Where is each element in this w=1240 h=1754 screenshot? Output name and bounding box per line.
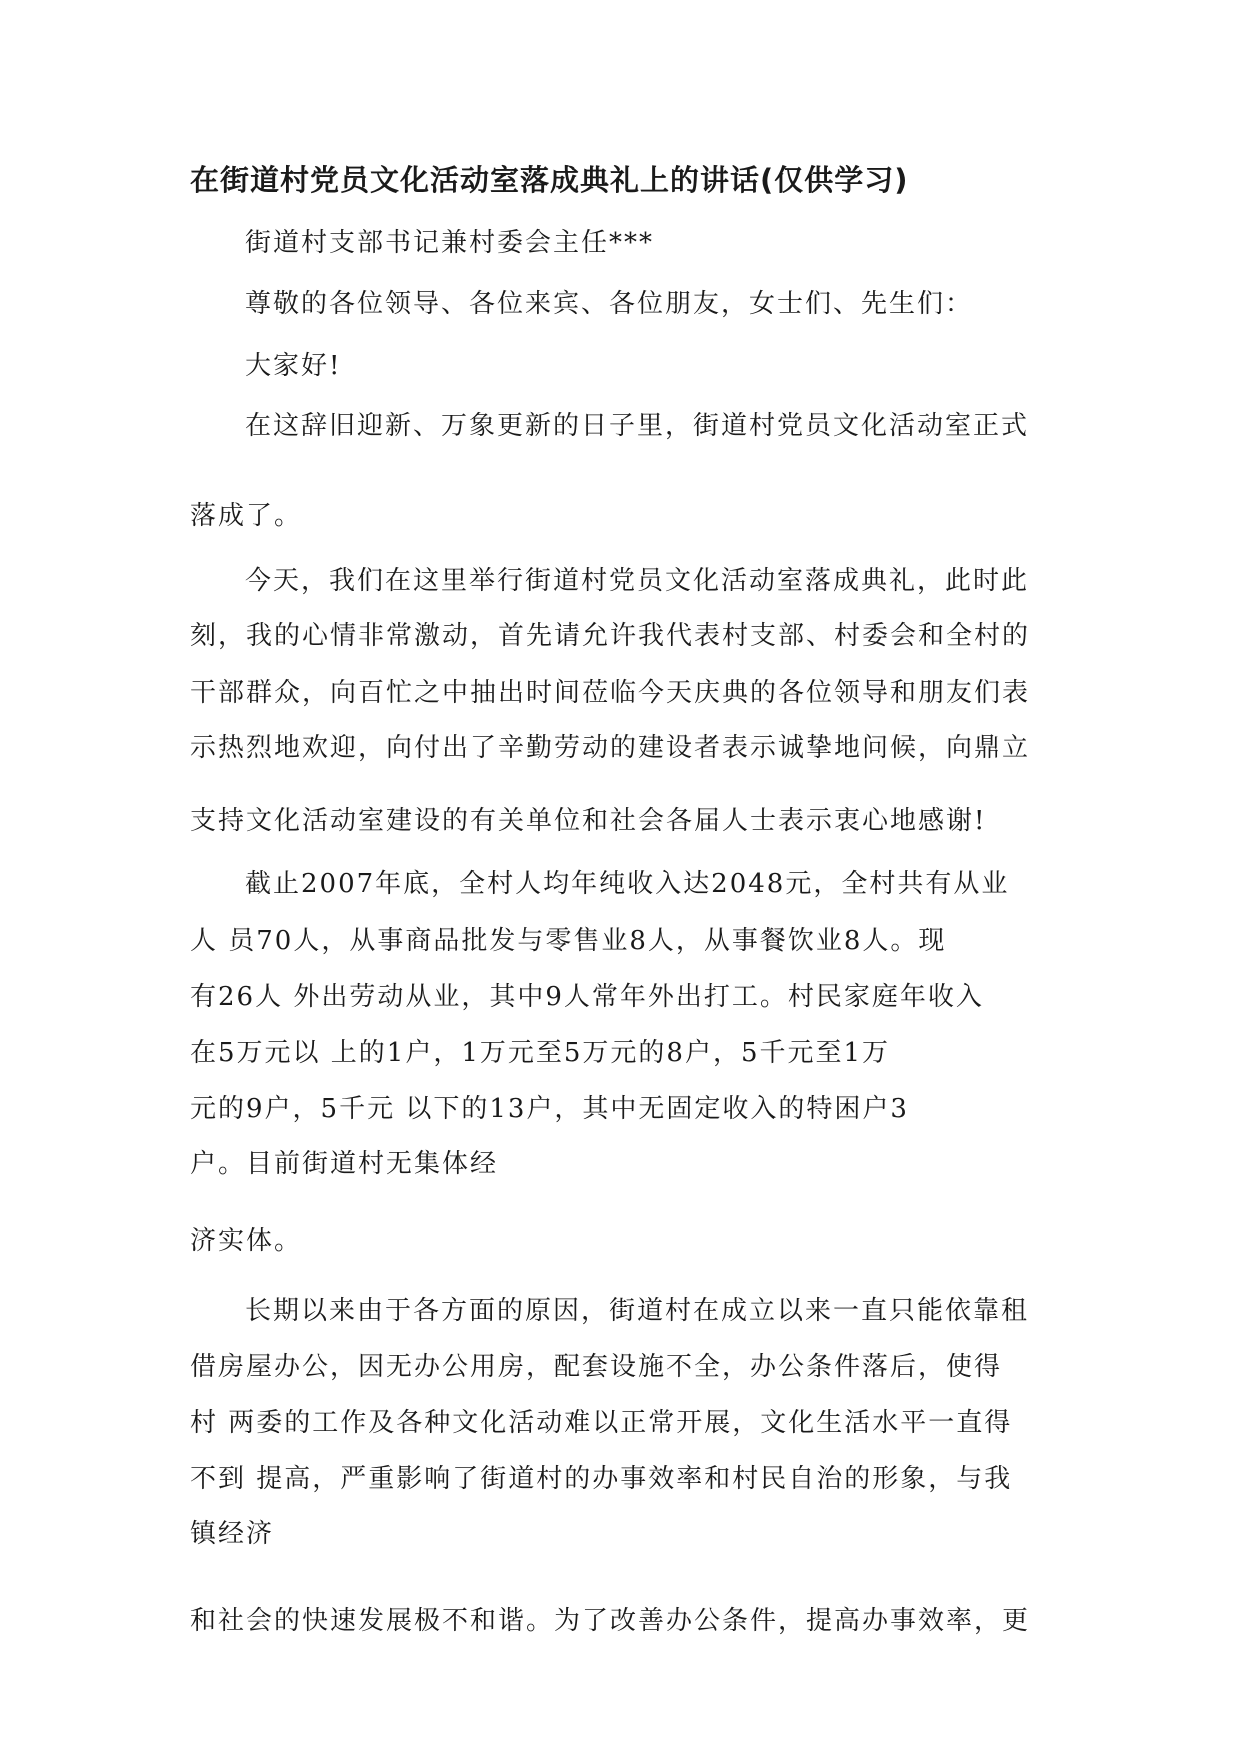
document-title: 在街道村党员文化活动室落成典礼上的讲话(仅供学习) xyxy=(190,163,909,197)
paragraph-line: 示热烈地欢迎，向付出了辛勤劳动的建设者表示诚挚地问候，向鼎立 xyxy=(190,733,1031,763)
greeting-line: 大家好! xyxy=(245,351,342,381)
paragraph-line: 和社会的快速发展极不和谐。为了改善办公条件，提高办事效率，更 xyxy=(190,1606,1031,1636)
paragraph-line: 长期以来由于各方面的原因，街道村在成立以来一直只能依靠租 xyxy=(245,1296,1030,1326)
paragraph-line: 截止2007年底，全村人均年纯收入达2048元，全村共有从业 xyxy=(245,869,1010,899)
paragraph-line: 人 员70人，从事商品批发与零售业8人，从事餐饮业8人。现 xyxy=(190,926,947,956)
paragraph-line: 干部群众，向百忙之中抽出时间莅临今天庆典的各位领导和朋友们表 xyxy=(190,678,1031,708)
paragraph-line: 不到 提高，严重影响了街道村的办事效率和村民自治的形象，与我 xyxy=(190,1464,1013,1494)
paragraph-line: 今天，我们在这里举行街道村党员文化活动室落成典礼，此时此 xyxy=(245,566,1030,596)
paragraph-line: 在这辞旧迎新、万象更新的日子里，街道村党员文化活动室正式 xyxy=(245,411,1030,441)
paragraph-line: 有26人 外出劳动从业，其中9人常年外出打工。村民家庭年收入 xyxy=(190,982,984,1012)
paragraph-line: 借房屋办公，因无办公用房，配套设施不全，办公条件落后，使得 xyxy=(190,1352,1003,1382)
paragraph-line: 济实体。 xyxy=(190,1226,303,1256)
paragraph-line: 刻，我的心情非常激动，首先请允许我代表村支部、村委会和全村的 xyxy=(190,621,1031,651)
paragraph-line: 镇经济 xyxy=(190,1519,275,1549)
paragraph-line: 元的9户，5千元 以下的13户，其中无固定收入的特困户3 xyxy=(190,1094,909,1124)
paragraph-line: 支持文化活动室建设的有关单位和社会各届人士表示衷心地感谢! xyxy=(190,806,987,836)
paragraph-line: 户。目前街道村无集体经 xyxy=(190,1149,499,1179)
paragraph-line: 落成了。 xyxy=(190,501,303,531)
paragraph-line: 村 两委的工作及各种文化活动难以正常开展，文化生活水平一直得 xyxy=(190,1408,1013,1438)
speaker-line: 街道村支部书记兼村委会主任*** xyxy=(245,228,655,258)
salutation-line: 尊敬的各位领导、各位来宾、各位朋友，女士们、先生们： xyxy=(245,289,974,319)
paragraph-line: 在5万元以 上的1户，1万元至5万元的8户，5千元至1万 xyxy=(190,1038,891,1068)
